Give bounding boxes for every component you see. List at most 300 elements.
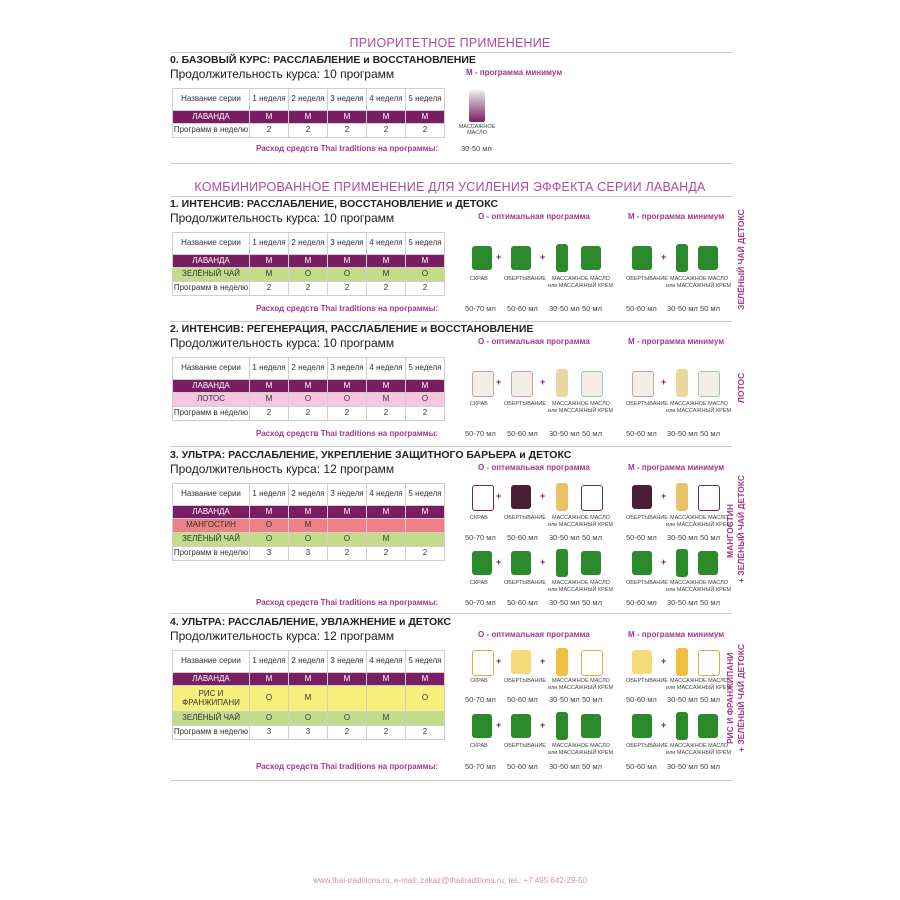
cell: 2 [367, 282, 406, 296]
priority-heading: ПРИОРИТЕТНОЕ ПРИМЕНЕНИЕ [349, 36, 551, 50]
cell: 2 [367, 547, 406, 561]
plus-icon: + [496, 377, 502, 387]
section-duration: Продолжительность курса: 12 программ [170, 462, 395, 476]
header-cell: 4 неделя [367, 358, 406, 380]
table-row [173, 380, 445, 393]
amount: 50-70 мл [465, 533, 496, 542]
section-title: 4. УЛЬТРА: РАССЛАБЛЕНИЕ, УВЛАЖНЕНИЕ и ДЕТОКС [170, 616, 451, 628]
green-tea-cream-jar-icon [581, 714, 601, 738]
product-label: МАССАЖНОЕ МАСЛО [552, 515, 610, 521]
cell: M [367, 255, 406, 268]
table-row [173, 726, 445, 740]
lotus-oil-bottle-icon [676, 369, 688, 397]
cell: O [289, 268, 328, 282]
product-label: МАССАЖНОЕ МАСЛО [458, 124, 496, 137]
product-label: ОБЕРТЫВАНИЕ [626, 515, 668, 521]
product-label: МАССАЖНОЕ МАСЛО [670, 678, 728, 684]
cell: O [250, 712, 289, 726]
mangosteen-wrap-jar-icon [632, 485, 652, 509]
section-title: 3. УЛЬТРА: РАССЛАБЛЕНИЕ, УКРЕПЛЕНИЕ ЗАЩИТНОГО БАРЬЕРА и ДЕТОКС [170, 449, 572, 461]
product-label: МАССАЖНОЕ МАСЛО [670, 743, 728, 749]
optimal-label: О - оптимальная программа [478, 212, 590, 221]
table-row [173, 124, 445, 138]
header-cell: 4 неделя [367, 484, 406, 506]
product-label: СКРАБ [470, 515, 488, 521]
product-label: или МАССАЖНЫЙ КРЕМ [666, 750, 732, 756]
plus-icon: + [661, 656, 667, 666]
cell: M [367, 380, 406, 393]
table-row [173, 506, 445, 519]
green-tea-oil-bottle-icon [556, 244, 568, 272]
row-name: ЗЕЛЁНЫЙ ЧАЙ [173, 712, 250, 726]
cell: O [328, 268, 367, 282]
header-cell: 1 неделя [250, 651, 289, 673]
cell: O [250, 533, 289, 547]
green-tea-scrub-jar-icon [472, 551, 492, 575]
plus-icon: + [540, 377, 546, 387]
product-label: МАССАЖНОЕ МАСЛО [670, 276, 728, 282]
product-label: или МАССАЖНЫЙ КРЕМ [548, 750, 614, 756]
cell: O [289, 393, 328, 407]
rice-cream-jar-icon [698, 650, 720, 676]
cell: 2 [328, 282, 367, 296]
amount: 50 мл [582, 598, 602, 607]
product-label: или МАССАЖНЫЙ КРЕМ [548, 522, 614, 528]
cell: 2 [289, 282, 328, 296]
header-cell: 5 неделя [406, 484, 445, 506]
cell: 2 [367, 407, 406, 421]
header-cell: 3 неделя [328, 233, 367, 255]
row-name: Программ в неделю [173, 282, 250, 296]
cell: 2 [289, 407, 328, 421]
amount: 50 мл [700, 429, 720, 438]
product-label: МАССАЖНОЕ МАСЛО [552, 678, 610, 684]
header-cell: Название серии [173, 233, 250, 255]
lotus-wrap-jar-icon [511, 371, 533, 397]
rice-wrap-jar-icon [632, 650, 652, 674]
cell: M [289, 506, 328, 519]
table-header-row [173, 89, 445, 111]
green-tea-wrap-jar-icon [632, 551, 652, 575]
row-name: РИС И ФРАНЖИПАНИ [173, 686, 250, 712]
section-duration: Продолжительность курса: 10 программ [170, 67, 395, 81]
cell: M [367, 506, 406, 519]
amount: 50-60 мл [626, 533, 657, 542]
optimal-label: О - оптимальная программа [478, 463, 590, 472]
cell: 2 [406, 124, 445, 138]
massage-oil-bottle-icon [469, 90, 485, 122]
cell: O [406, 268, 445, 282]
plus-icon: + [540, 720, 546, 730]
amount: 50-70 мл [465, 598, 496, 607]
green-tea-wrap-jar-icon [511, 551, 531, 575]
amount: 50-70 мл [465, 695, 496, 704]
cell: 2 [250, 407, 289, 421]
plus-icon: + [496, 491, 502, 501]
header-cell: 5 неделя [406, 651, 445, 673]
cell: 3 [250, 547, 289, 561]
amount: 50-70 мл [465, 429, 496, 438]
cell: M [367, 712, 406, 726]
header-cell: 1 неделя [250, 484, 289, 506]
amount: 50-70 мл [465, 762, 496, 771]
row-name: ЛОТОС [173, 393, 250, 407]
product-label: или МАССАЖНЫЙ КРЕМ [666, 408, 732, 414]
cell: M [289, 380, 328, 393]
green-tea-oil-bottle-icon [676, 244, 688, 272]
row-name: МАНГОСТИН [173, 519, 250, 533]
amount: 50 мл [700, 695, 720, 704]
green-tea-wrap-jar-icon [511, 246, 531, 270]
green-tea-oil-bottle-icon [676, 712, 688, 740]
table-row [173, 255, 445, 268]
mangosteen-oil-bottle-icon [556, 483, 568, 511]
cell: M [250, 268, 289, 282]
amount: 50-60 мл [626, 304, 657, 313]
table-row [173, 712, 445, 726]
cell [328, 686, 367, 712]
cell: M [250, 380, 289, 393]
divider [170, 446, 732, 447]
header-cell: 1 неделя [250, 233, 289, 255]
amount: 50-60 мл [507, 429, 538, 438]
combined-heading: КОМБИНИРОВАННОЕ ПРИМЕНЕНИЕ ДЛЯ УСИЛЕНИЯ ЭФФЕКТА СЕРИИ ЛАВАНДА [194, 180, 706, 194]
product-label: или МАССАЖНЫЙ КРЕМ [666, 587, 732, 593]
amount: 30-50 мл [667, 598, 698, 607]
cell: M [328, 673, 367, 686]
rice-cream-jar-icon [581, 650, 603, 676]
cell: 2 [328, 547, 367, 561]
cell: O [250, 686, 289, 712]
amount: 50 мл [582, 429, 602, 438]
section-duration: Продолжительность курса: 12 программ [170, 629, 395, 643]
minimum-label: М - программа минимум [628, 337, 725, 346]
header-cell: 3 неделя [328, 484, 367, 506]
product-label: СКРАБ [470, 678, 488, 684]
table-row [173, 519, 445, 533]
amount: 30-50 мл [667, 429, 698, 438]
cell: M [328, 111, 367, 124]
course-table [172, 483, 445, 561]
amount: 50 мл [700, 304, 720, 313]
header-cell: 5 неделя [406, 358, 445, 380]
cell: 2 [406, 407, 445, 421]
amount: 50-60 мл [626, 429, 657, 438]
product-label: ОБЕРТЫВАНИЕ [626, 678, 668, 684]
product-label: ОБЕРТЫВАНИЕ [626, 276, 668, 282]
section-intensive-regeneration [170, 323, 746, 445]
header-cell: Название серии [173, 89, 250, 111]
mangosteen-scrub-jar-icon [472, 485, 494, 511]
plus-icon: + [661, 491, 667, 501]
amount: 30-50 мл [667, 762, 698, 771]
cell: M [250, 393, 289, 407]
product-label: ОБЕРТЫВАНИЕ [504, 401, 546, 407]
product-label: МАССАЖНОЕ МАСЛО [670, 580, 728, 586]
optimal-label: О - оптимальная программа [478, 337, 590, 346]
cell: O [328, 393, 367, 407]
cell [367, 519, 406, 533]
cell: O [406, 686, 445, 712]
cell: M [328, 506, 367, 519]
product-label: МАССАЖНОЕ МАСЛО [552, 580, 610, 586]
section-title: 0. БАЗОВЫЙ КУРС: РАССЛАБЛЕНИЕ и ВОССТАНОВЛЕНИЕ [170, 54, 476, 66]
amount: 50 мл [700, 598, 720, 607]
row-name: Программ в неделю [173, 726, 250, 740]
cell: 2 [289, 124, 328, 138]
amount: 30-50 мл [549, 429, 580, 438]
lotus-wrap-jar-icon [632, 371, 654, 397]
product-label: МАССАЖНОЕ МАСЛО [552, 276, 610, 282]
cell: 2 [250, 124, 289, 138]
product-label: СКРАБ [470, 401, 488, 407]
amount: 50 мл [582, 695, 602, 704]
series-side-label: ЗЕЛЁНЫЙ ЧАЙ ДЕТОКС [736, 209, 746, 310]
section-title: 2. ИНТЕНСИВ: РЕГЕНЕРАЦИЯ, РАССЛАБЛЕНИЕ и ВОССТАНОВЛЕНИЕ [170, 323, 534, 335]
product-label: ОБЕРТЫВАНИЕ [626, 743, 668, 749]
cell [406, 712, 445, 726]
cell: 2 [367, 124, 406, 138]
row-name: ЛАВАНДА [173, 380, 250, 393]
product-label: СКРАБ [470, 276, 488, 282]
cell: 2 [406, 547, 445, 561]
table-row [173, 547, 445, 561]
product-label: ОБЕРТЫВАНИЕ [504, 678, 546, 684]
product-label: или МАССАЖНЫЙ КРЕМ [666, 283, 732, 289]
header-cell: 2 неделя [289, 233, 328, 255]
section-intensive-detox [170, 198, 746, 320]
cell: M [367, 393, 406, 407]
product-label: МАССАЖНОЕ МАСЛО [552, 743, 610, 749]
green-tea-wrap-jar-icon [511, 714, 531, 738]
cell: M [328, 380, 367, 393]
product-label: МАССАЖНОЕ МАСЛО [670, 515, 728, 521]
section-duration: Продолжительность курса: 10 программ [170, 336, 395, 350]
series-side-label: РИС И ФРАНЖИПАНИ [725, 652, 735, 744]
green-tea-oil-bottle-icon [556, 549, 568, 577]
header-cell: 2 неделя [289, 89, 328, 111]
green-tea-cream-jar-icon [698, 714, 718, 738]
divider [170, 196, 732, 197]
cell [406, 533, 445, 547]
cell: 2 [328, 124, 367, 138]
minimum-label: М - программа минимум [628, 212, 725, 221]
product-label: или МАССАЖНЫЙ КРЕМ [548, 685, 614, 691]
cell: M [367, 533, 406, 547]
cell: O [289, 533, 328, 547]
cell: O [328, 533, 367, 547]
section-title: 1. ИНТЕНСИВ: РАССЛАБЛЕНИЕ, ВОССТАНОВЛЕНИЕ и ДЕТОКС [170, 198, 499, 210]
amount: 50-60 мл [626, 695, 657, 704]
divider [170, 321, 732, 322]
cell: M [289, 519, 328, 533]
course-table [172, 357, 445, 421]
row-name: ЛАВАНДА [173, 673, 250, 686]
rice-wrap-jar-icon [511, 650, 531, 674]
amount: 30-50 мл [549, 533, 580, 542]
amount: 30-50 мл [549, 304, 580, 313]
header-cell: 5 неделя [406, 89, 445, 111]
amount: 50-60 мл [507, 598, 538, 607]
cell: M [406, 673, 445, 686]
section-ultra-barrier [170, 449, 746, 612]
cell: M [367, 111, 406, 124]
product-label: СКРАБ [470, 580, 488, 586]
rice-oil-bottle-icon [676, 648, 688, 676]
green-tea-wrap-jar-icon [632, 246, 652, 270]
row-name: Программ в неделю [173, 407, 250, 421]
rice-oil-bottle-icon [556, 648, 568, 676]
consumption-label: Расход средств Thai traditions на программы: [256, 598, 439, 607]
amount: 50-60 мл [507, 762, 538, 771]
series-side-label: ЛОТОС [736, 372, 746, 404]
cell: 2 [328, 726, 367, 740]
row-name: ЛАВАНДА [173, 111, 250, 124]
row-name: Программ в неделю [173, 124, 250, 138]
amount: 50 мл [582, 304, 602, 313]
cell: M [289, 686, 328, 712]
header-cell: 2 неделя [289, 484, 328, 506]
header-cell: 4 неделя [367, 651, 406, 673]
green-tea-scrub-jar-icon [472, 714, 492, 738]
rice-scrub-jar-icon [472, 650, 494, 676]
header-cell: 4 неделя [367, 89, 406, 111]
table-row [173, 407, 445, 421]
minimum-label: М - программа минимум [628, 630, 725, 639]
header-cell: Название серии [173, 484, 250, 506]
consumption-label: Расход средств Thai traditions на программы: [256, 762, 439, 771]
amount: 50-60 мл [507, 695, 538, 704]
header-cell: 5 неделя [406, 233, 445, 255]
mangosteen-oil-bottle-icon [676, 483, 688, 511]
table-row [173, 393, 445, 407]
cell: 2 [250, 282, 289, 296]
green-tea-scrub-jar-icon [472, 246, 492, 270]
header-cell: 4 неделя [367, 233, 406, 255]
series-side-label: + ЗЕЛЁНЫЙ ЧАЙ ДЕТОКС [736, 474, 746, 583]
amount: 50 мл [700, 533, 720, 542]
amount: 50-70 мл [465, 304, 496, 313]
amount: 50-60 мл [507, 533, 538, 542]
table-header-row [173, 358, 445, 380]
footer-contacts: www.thai-traditions.ru, e-mail: zakaz@thaitraditions.ru, tel.: +7 495 642-29-50 [313, 876, 587, 885]
header-cell: 3 неделя [328, 89, 367, 111]
course-table [172, 88, 445, 138]
cell: M [406, 111, 445, 124]
course-table [172, 232, 445, 296]
green-tea-oil-bottle-icon [556, 712, 568, 740]
green-tea-cream-jar-icon [581, 246, 601, 270]
cell: 3 [250, 726, 289, 740]
product-label: МАССАЖНОЕ МАСЛО [670, 401, 728, 407]
amount: 50-60 мл [626, 762, 657, 771]
section-basic-course [170, 54, 735, 162]
product-label: МАССАЖНОЕ МАСЛО [552, 401, 610, 407]
product-label: ОБЕРТЫВАНИЕ [504, 515, 546, 521]
plus-icon: + [661, 252, 667, 262]
table-row [173, 282, 445, 296]
amount: 30-50 мл [667, 533, 698, 542]
product-label: ОБЕРТЫВАНИЕ [504, 743, 546, 749]
divider [170, 52, 732, 53]
amount: 50-60 мл [626, 598, 657, 607]
product-label: или МАССАЖНЫЙ КРЕМ [548, 283, 614, 289]
lotus-cream-jar-icon [581, 371, 603, 397]
plus-icon: + [540, 557, 546, 567]
amount: 50 мл [582, 762, 602, 771]
table-row [173, 268, 445, 282]
optimal-label: О - оптимальная программа [478, 630, 590, 639]
cell: M [250, 673, 289, 686]
cell: M [367, 268, 406, 282]
mangosteen-wrap-jar-icon [511, 485, 531, 509]
cell: O [328, 712, 367, 726]
course-table [172, 650, 445, 740]
cell: M [289, 111, 328, 124]
section-ultra-moisture [170, 616, 746, 779]
amount: 50-60 мл [507, 304, 538, 313]
cell: M [367, 673, 406, 686]
header-cell: 1 неделя [250, 358, 289, 380]
product-label: или МАССАЖНЫЙ КРЕМ [666, 685, 732, 691]
amount: 30-50 мл [667, 304, 698, 313]
cell: O [406, 393, 445, 407]
plus-icon: + [661, 720, 667, 730]
product-label: или МАССАЖНЫЙ КРЕМ [548, 408, 614, 414]
green-tea-cream-jar-icon [698, 246, 718, 270]
cell [328, 519, 367, 533]
plus-icon: + [661, 557, 667, 567]
cell [367, 686, 406, 712]
product-label: СКРАБ [470, 743, 488, 749]
table-row [173, 686, 445, 712]
cell [406, 519, 445, 533]
table-row [173, 533, 445, 547]
consumption-label: Расход средств Thai traditions на программы: [256, 429, 439, 438]
cell: 2 [367, 726, 406, 740]
amount: 30-50 мл [549, 762, 580, 771]
minimum-label: М - программа минимум [628, 463, 725, 472]
cell: O [289, 712, 328, 726]
series-side-label: + ЗЕЛЁНЫЙ ЧАЙ ДЕТОКС [736, 643, 746, 752]
table-header-row [173, 484, 445, 506]
plus-icon: + [496, 557, 502, 567]
cell: 2 [406, 282, 445, 296]
row-name: Программ в неделю [173, 547, 250, 561]
header-cell: 3 неделя [328, 358, 367, 380]
cell: 3 [289, 726, 328, 740]
header-cell: 2 неделя [289, 651, 328, 673]
plus-icon: + [496, 720, 502, 730]
table-header-row [173, 233, 445, 255]
mangosteen-cream-jar-icon [698, 485, 720, 511]
plus-icon: + [661, 377, 667, 387]
mangosteen-cream-jar-icon [581, 485, 603, 511]
cell: M [250, 255, 289, 268]
plus-icon: + [496, 252, 502, 262]
consumption-label: Расход средств Thai traditions на программы: [256, 304, 439, 313]
cell: M [406, 255, 445, 268]
table-row [173, 673, 445, 686]
divider [170, 613, 732, 614]
cell: O [250, 519, 289, 533]
header-cell: 2 неделя [289, 358, 328, 380]
amount: 50 мл [700, 762, 720, 771]
cell: M [406, 506, 445, 519]
section-duration: Продолжительность курса: 10 программ [170, 211, 395, 225]
cell: M [406, 380, 445, 393]
minimum-label: М - программа минимум [466, 68, 563, 77]
